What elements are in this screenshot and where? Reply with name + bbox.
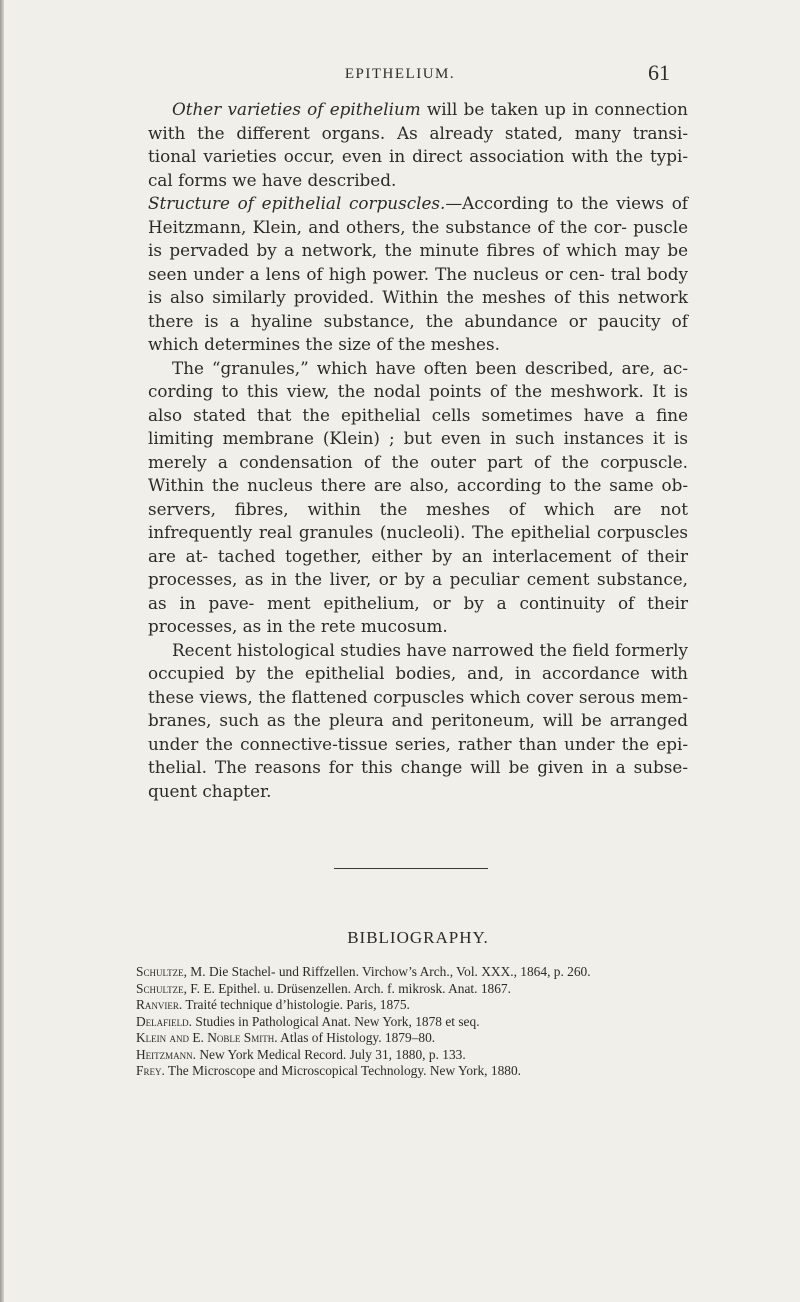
bibliography-entry (136, 964, 696, 981)
page-header (130, 60, 670, 94)
bibliography-entry (136, 997, 696, 1014)
bibliography-citation: Epithel. u. Drüsenzellen. Arch. f. mikrosk. Anat. 1867. (218, 980, 511, 996)
paragraph-text: will be taken up in connection with the different organs. As already stated, many transi- tional varieties occur, even in direct association with the typi- cal forms we have described. (148, 99, 688, 190)
bibliography-citation: Traité technique d’histologie. Paris, 1875. (185, 997, 410, 1012)
paragraph-granules: The “granules,” which have often been described, are, ac- cording to this view, the nodal points of the meshwork. It is also stated that the epithelial cells sometimes have a fine limiting membrane (Klein) ; but even in such instances it is merely a condensation of the outer part of the corpuscle. Within the nucleus there are also, according to the same ob- servers, fibres, within the meshes of which are not infrequently real granules (nucleoli). The epithelial corpuscles are at- tached together, either by an interlacement of their processes, as in the liver, or by a peculiar cement substance, as in pave- ment epithelium, or by a continuity of their processes, as in the rete mucosum. (148, 357, 688, 636)
bibliography-author: Heitzmann. (136, 1046, 197, 1062)
running-head: EPITHELIUM. (344, 66, 456, 82)
bibliography-author: Klein and E. Noble Smith. (136, 1030, 278, 1045)
section-divider (334, 868, 488, 869)
bibliography-entry (136, 1030, 696, 1047)
bibliography-heading: BIBLIOGRAPHY. (347, 928, 489, 947)
bibliography-entry (136, 981, 696, 998)
bibliography-author: Delafield. (136, 1013, 193, 1029)
bibliography-author: Frey. (136, 1063, 165, 1078)
bibliography-author: Schultze, M. (136, 964, 206, 979)
bibliography-citation: New York Medical Record. July 31, 1880, p. 133. (199, 1046, 466, 1062)
bibliography-citation: Die Stachel- und Riffzellen. Virchow’s Arch., Vol. XXX., 1864, p. 260. (208, 964, 591, 979)
bibliography-citation: Studies in Pathological Anat. New York, 1878 et seq. (195, 1013, 480, 1029)
bibliography-citation: Atlas of Histology. 1879–80. (280, 1030, 436, 1045)
bibliography-citation: The Microscope and Microscopical Technology. New York, 1880. (167, 1063, 522, 1078)
page-edge-shadow (0, 0, 4, 1302)
bibliography-list (136, 964, 696, 1080)
bibliography-entry (136, 1063, 696, 1080)
bibliography-entry (136, 1047, 696, 1064)
page-number: 61 (648, 60, 670, 85)
paragraph-lead-italic: Other varieties of epithelium (172, 99, 421, 119)
bibliography-entry (136, 1014, 696, 1031)
bibliography-author: Schultze, F. E. (136, 980, 215, 996)
paragraph-lead-italic: Structure of epithelial corpuscles. (148, 193, 446, 213)
paragraph-recent-studies: Recent histological studies have narrowed the field formerly occupied by the epithelial bodies, and, in accordance with these views, the flattened corpuscles which cover serous mem- branes, such as the pleura and peritoneum, will be arranged under the connective-tissue series, rather than under the epi- thelial. The reasons for this change will be given in a subse- quent chapter. (148, 639, 688, 801)
paragraph-other-varieties (148, 98, 688, 192)
bibliography-author: Ranvier. (136, 997, 183, 1012)
paragraph-structure (148, 192, 688, 357)
paragraph-text: —According to the views of Heitzmann, Klein, and others, the substance of the cor- puscle is pervaded by a network, the minute fibres of which may be seen under a lens of high power. The nucleus or cen- tral body is also similarly provided. Within the meshes of this network there is a hyaline substance, the abundance or paucity of which determines the size of the meshes. (148, 193, 689, 354)
body-text (148, 98, 688, 803)
